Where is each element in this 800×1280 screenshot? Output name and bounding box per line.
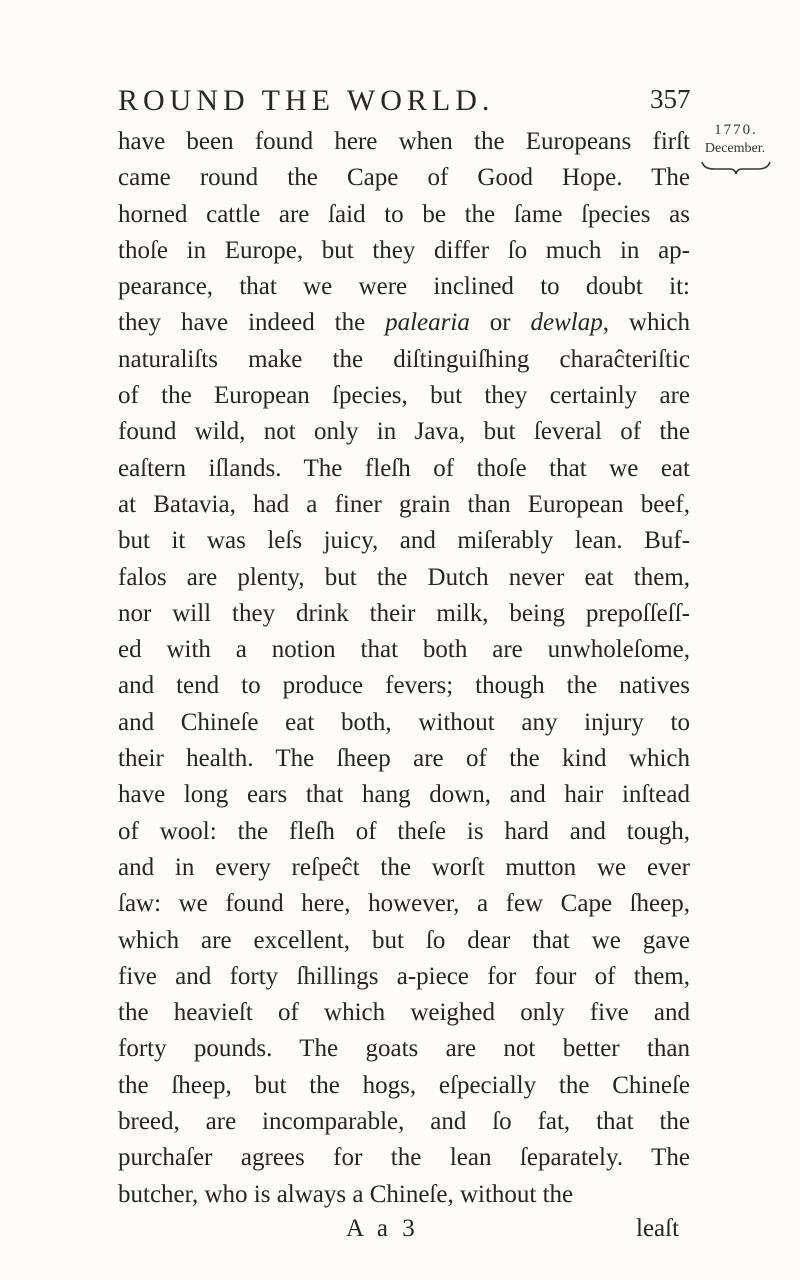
text-line: pearance, that we were inclined to doubt it: xyxy=(118,273,690,301)
text-line: and tend to produce fevers; though the natives xyxy=(118,672,690,700)
text-line: have long ears that hang down, and hair inſtead xyxy=(118,781,690,809)
text-line: purchaſer agrees for the lean ſeparately. The xyxy=(118,1144,690,1172)
text-line: they have indeed the palearia or dewlap, which xyxy=(118,309,690,337)
text-line: the heavieſt of which weighed only five and xyxy=(118,999,690,1027)
page-number: 357 xyxy=(650,84,691,114)
text-line: naturaliſts make the diſtinguiſhing charaĉteriſtic xyxy=(118,345,690,373)
text-line: which are excellent, but ſo dear that we gave xyxy=(118,926,690,954)
text-line: ſaw: we found here, however, a few Cape ſheep, xyxy=(118,890,690,918)
catchword: leaſt xyxy=(636,1215,680,1242)
margin-brace xyxy=(700,160,772,176)
text-line: falos are plenty, but the Dutch never eat them, xyxy=(118,563,690,591)
text-line: nor will they drink their milk, being prepoſſeſſ- xyxy=(118,599,690,627)
text-line: found wild, not only in Java, but ſeveral of the xyxy=(118,418,690,446)
text-line: the ſheep, but the hogs, eſpecially the Chineſe xyxy=(118,1071,690,1099)
text-line: horned cattle are ſaid to be the ſame ſpecies as xyxy=(118,200,690,228)
margin-note-month: December. xyxy=(704,141,766,156)
text-line: breed, are incomparable, and ſo fat, that the xyxy=(118,1108,690,1136)
text-line: five and forty ſhillings a-piece for four of them, xyxy=(118,962,690,990)
text-line: but it was leſs juicy, and miſerably lean. Buf- xyxy=(118,527,690,555)
text-line: have been found here when the Europeans firſt xyxy=(118,128,690,155)
text-line: of wool: the fleſh of theſe is hard and tough, xyxy=(118,817,690,845)
page-footer xyxy=(118,1210,690,1248)
running-head: ROUND THE WORLD. xyxy=(118,84,495,117)
text-line: ed with a notion that both are unwholeſome, xyxy=(118,636,690,664)
text-line: butcher, who is always a Chineſe, without the xyxy=(118,1180,574,1208)
text-line: forty pounds. The goats are not better than xyxy=(118,1035,690,1063)
body-text xyxy=(118,124,690,1213)
text-line: eaſtern iſlands. The fleſh of thoſe that we eat xyxy=(118,454,690,482)
text-line: at Batavia, had a finer grain than European beef, xyxy=(118,490,690,518)
signature-mark: A a 3 xyxy=(346,1215,419,1242)
text-line: and Chineſe eat both, without any injury to xyxy=(118,708,690,736)
text-line: of the European ſpecies, but they certainly are xyxy=(118,382,690,410)
text-line: and in every reſpeĉt the worſt mutton we ever xyxy=(118,853,690,881)
text-line: thoſe in Europe, but they differ ſo much in ap- xyxy=(118,236,690,264)
text-line: came round the Cape of Good Hope. The xyxy=(118,164,690,192)
margin-note-year: 1770. xyxy=(714,122,758,138)
text-line: their health. The ſheep are of the kind which xyxy=(118,745,690,773)
